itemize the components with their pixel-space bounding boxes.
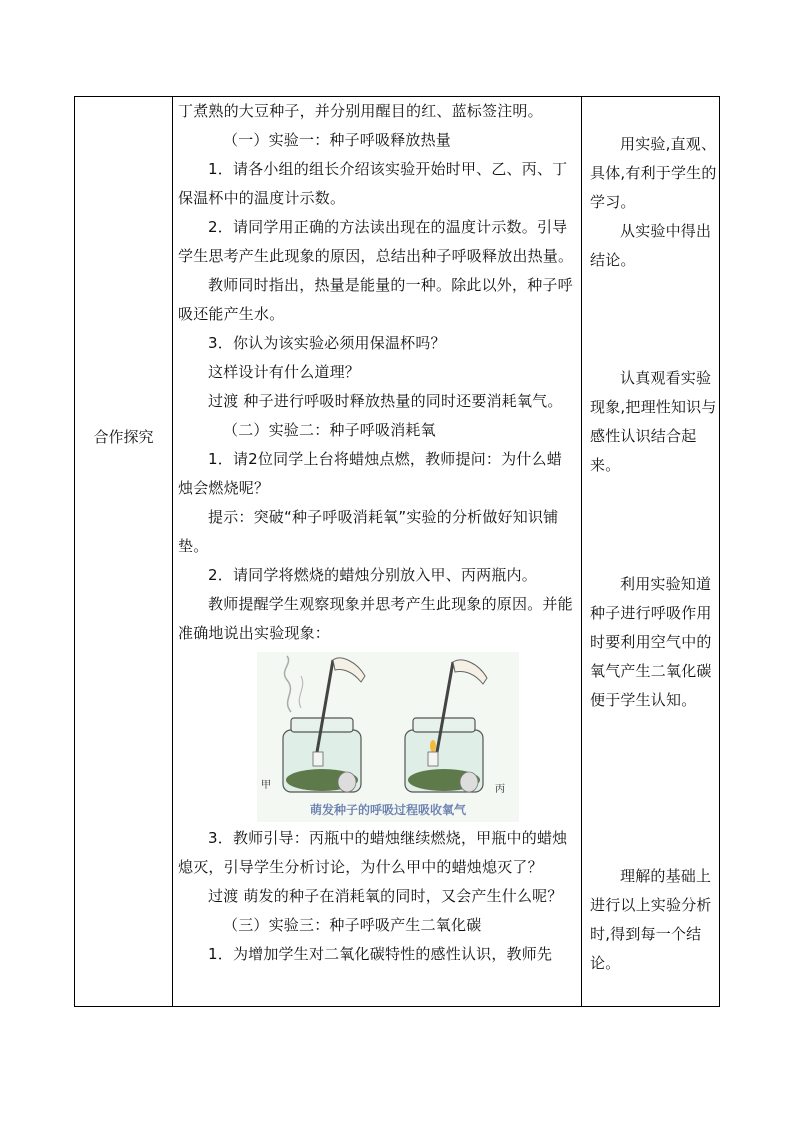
note-paragraph: 用实验,直观、具体,有利于学生的学习。 [590, 135, 717, 211]
content-paragraph: 2．请同学用正确的方法读出现在的温度计示数。引导学生思考产生此现象的原因，总结出种子呼吸释放出热量。 [178, 218, 574, 265]
note-block [582, 570, 721, 715]
figure-label-left: 甲 [261, 780, 271, 791]
note-paragraph: 利用实验知道种子进行呼吸作用时要利用空气中的氧气产生二氧化碳便于学生认知。 [590, 575, 712, 709]
figure-caption: 萌发种子的呼吸过程吸收氧气 [309, 803, 467, 817]
candle-holder-left [338, 772, 356, 792]
content-paragraph: 1．为增加学生对二氧化碳特性的感性认识，教师先 [208, 945, 553, 963]
experiment-heading: （二）实验二：种子呼吸消耗氧 [223, 421, 436, 439]
content-paragraph: 提示：突破“种子呼吸消耗氧”实验的分析做好知识铺垫。 [178, 508, 559, 555]
experiment-heading: （一）实验一：种子呼吸释放热量 [223, 131, 452, 149]
figure-label-right: 丙 [495, 784, 505, 795]
content-paragraph: 教师提醒学生观察现象并思考产生此现象的原因。并能准确地说出实验现象： [178, 595, 573, 642]
note-block [582, 862, 721, 978]
note-block [582, 130, 721, 217]
candle-holder-right [460, 772, 478, 792]
note-paragraph: 认真观看实验现象,把理性知识与感性认识结合起来。 [590, 369, 717, 474]
experiment-heading: （三）实验三：种子呼吸产生二氧化碳 [223, 916, 482, 934]
candle-right-icon [428, 752, 438, 766]
transition-paragraph: 过渡 萌发的种子在消耗氧的同时，又会产生什么呢？ [208, 887, 563, 905]
content-paragraph: 3．你认为该实验必须用保温杯吗？ [208, 334, 446, 352]
content-paragraph: 2．请同学将燃烧的蜡烛分别放入甲、丙两瓶内。 [208, 566, 537, 584]
candle-left-icon [313, 752, 323, 766]
content-paragraph: 1．请2位同学上台将蜡烛点燃，教师提问：为什么蜡烛会燃烧呢？ [178, 450, 562, 497]
stage-label: 合作探究 [93, 428, 154, 446]
notes-column [582, 97, 721, 1006]
content-paragraph: 1．请各小组的组长介绍该实验开始时甲、乙、丙、丁保温杯中的温度计示数。 [178, 160, 568, 207]
content-paragraph: 丁煮熟的大豆种子，并分别用醒目的红、蓝标签注明。 [178, 102, 543, 120]
experiment-figure [257, 652, 519, 822]
note-block [582, 364, 721, 480]
lesson-table [74, 96, 720, 1007]
transition-paragraph: 过渡 种子进行呼吸时释放热量的同时还要消耗氧气。 [208, 392, 563, 410]
note-block [582, 217, 721, 275]
stage-column [75, 97, 172, 1006]
note-paragraph: 理解的基础上进行以上实验分析时,得到每一个结论。 [590, 867, 712, 972]
content-paragraph: 这样设计有什么道理？ [208, 363, 361, 381]
content-paragraph: 3．教师引导：丙瓶中的蜡烛继续燃烧，甲瓶中的蜡烛熄灭，引导学生分析讨论，为什么甲中的蜡烛熄灭了？ [178, 829, 568, 876]
content-paragraph: 教师同时指出，热量是能量的一种。除此以外，种子呼吸还能产生水。 [178, 276, 573, 323]
content-column [173, 97, 581, 1006]
flame-icon [430, 740, 436, 752]
note-paragraph: 从实验中得出结论。 [590, 222, 712, 269]
